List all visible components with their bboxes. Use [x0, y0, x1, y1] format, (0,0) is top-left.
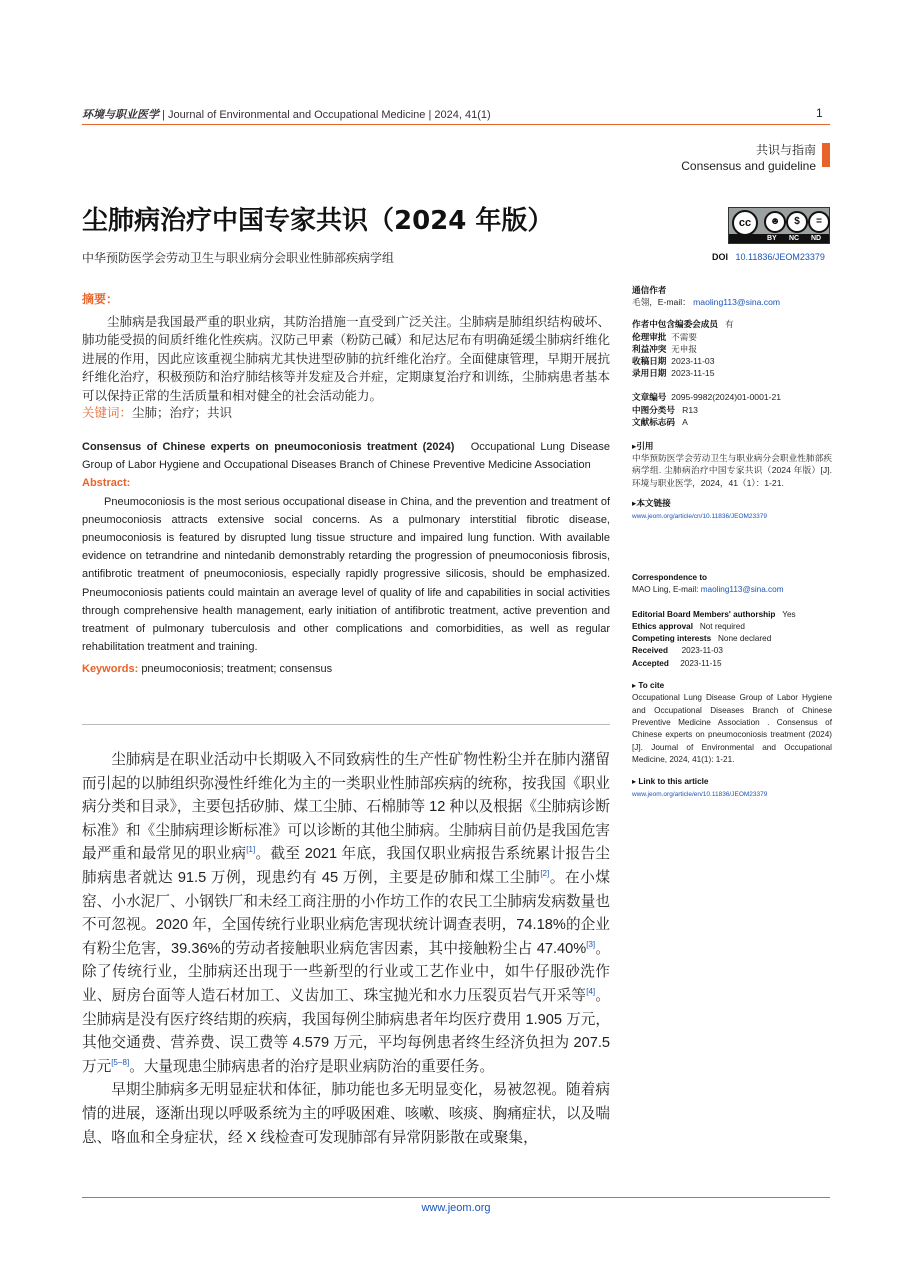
keywords-cn: [82, 403, 232, 421]
abstract-en-group: Occupational Lung Disease Group of Labor Hygiene and Occupational Diseases Branch of Chinese Preventive Medicine Association: [82, 441, 611, 472]
cite-text: 中华预防医学会劳动卫生与职业病分会职业性肺部疾病学组. 尘肺病治疗中国专家共识（2024 年版）[J]. 环境与职业医学，2024，41（1）：1-21.: [632, 453, 832, 488]
keywords-en-label: Keywords:: [82, 663, 139, 676]
nd-label: ND: [811, 235, 822, 242]
citation-ref[interactable]: [1]: [246, 845, 256, 855]
author-group: 中华预防医学会劳动卫生与职业病分会职业性肺部疾病学组: [82, 251, 395, 265]
accepted-label: 录用日期: [632, 368, 667, 379]
section-cn: 共识与指南: [755, 143, 816, 157]
journal-issue: 2024, 41(1): [434, 109, 491, 121]
journal-name-en: Journal of Environmental and Occupational Medicine: [167, 109, 426, 121]
doi: [712, 252, 825, 262]
by-icon: ☻: [764, 211, 786, 233]
page-title: 尘肺病治疗中国专家共识（2024 年版）: [82, 206, 554, 236]
keywords-en-values: pneumoconiosis; treatment; consensus: [141, 663, 333, 676]
page-number: 1: [816, 106, 823, 120]
abstract-cn-heading: 摘要：: [82, 292, 119, 306]
section-bar: [822, 143, 830, 167]
corr-email-link[interactable]: maoling113@sina.com: [693, 297, 781, 308]
doi-link[interactable]: 10.11836/JEOM23379: [735, 252, 825, 262]
body-paragraph: 尘肺病是在职业活动中长期吸入不同致病性的生产性矿物性粉尘并在肺内潴留而引起的以肺组织弥漫性纤维化为主的一类职业性肺部疾病的统称，按我国《职业病分类和目录》，主要包括矽肺、煤工尘肺、石棉肺等 12 种以及根据《尘肺病诊断标准》和《尘肺病理诊断标准》可以诊断的其他尘肺病。尘肺病目前仍是我国危害最严重和最常见的职业病[1]。截至 2021 年底，我国仅职业病报告系统累计报告尘肺病患者就达 91.5 万例，现患约有 45 万例，主要是矽肺和煤工尘肺[2]。在小煤窑、小水泥厂、小钢铁厂和未经工商注册的小作坊工作的农民工尘肺病发病数量也不可忽视。2020 年，全国传统行业职业病危害现状统计调查表明，74.18%的企业有粉尘危害，39.36%的劳动者接触职业病危害因素，其中接触粉尘占 47.40%[3]。除了传统行业，尘肺病还出现于一些新型的行业或工艺作业中，如牛仔服砂洗作业、厨房台面等人造石材加工、义齿加工、珠宝抛光和水力压裂页岩气开采等[4]。尘肺病是没有医疗终结期的疾病，我国每例尘肺病患者年均医疗费用 1.905 万元，其他交通费、营养费、误工费等 4.579 万元，平均每例患者终生经济负担为 207.5 万元[5−8]。大量现患尘肺病患者的治疗是职业病防治的重要任务。: [82, 752, 610, 1075]
running-header: [82, 106, 491, 122]
cite-heading: ▸引用: [632, 441, 654, 452]
header-separator: |: [428, 109, 432, 121]
clc-label: 中图分类号: [632, 404, 675, 415]
nc-icon: $: [786, 211, 808, 233]
footer-rule: [82, 1197, 830, 1198]
footer-link[interactable]: www.jeom.org: [421, 1202, 491, 1214]
corr-name: 毛翎，E-mail：: [632, 297, 691, 308]
citation-ref[interactable]: [5−8]: [111, 1057, 130, 1067]
ethics-label: 伦理审批: [632, 331, 667, 342]
cite-en-text: Occupational Lung Disease Group of Labor Hygiene and Occupational Diseases Branch of Chinese Preventive Medicine Association . Consensus of Chinese experts on pneumoconiosis treatment (2024)[J]. Journal of Environmental and Occupational Medicine, 2024, 41(1): 1-21.: [632, 693, 832, 764]
cc-icon: cc: [732, 210, 758, 236]
abstract-en-text: Pneumoconiosis is the most serious occupational disease in China, and the prevention and treatment of pneumoconiosis attracts extensive social concerns. As a pulmonary interstitial fibrotic disease, pneumoconiosis is featured by disrupted lung tissue structure and impaired lung function. With available evidence on tetrandrine and nintedanib demonstrably retarding the progression of pneumoconiosis fibrosis, antifibrotic treatment of pneumoconiosis, especially rapidly progressive silicosis, should be emphasized. Pneumoconiosis patients could maintain an average level of quality of life and capabilities in social activities through comprehensive health management, early initiation of antifibrotic treatment, active prevention and treatment of pulmonary tuberculosis and other complications and comorbidities, as well as regular rehabilitation treatment and training.: [82, 495, 610, 654]
body-text: [82, 749, 610, 1150]
conflict-label: 利益冲突: [632, 343, 667, 354]
abstract-en-title: Consensus of Chinese experts on pneumoconiosis treatment (2024): [82, 441, 455, 453]
abstract-cn: [82, 290, 610, 406]
section-tag: [681, 142, 816, 174]
journal-name-cn: 环境与职业医学: [82, 108, 159, 121]
abstract-divider: [82, 724, 610, 725]
citation-ref[interactable]: [2]: [540, 869, 550, 879]
by-label: BY: [767, 235, 777, 242]
header-separator: |: [162, 109, 165, 121]
received-label: 收稿日期: [632, 356, 667, 367]
abstract-cn-text: 尘肺病是我国最严重的职业病，其防治措施一直受到广泛关注。尘肺病是肺组织结构破坏、肺功能受损的间质纤维化性疾病。汉防己甲素（粉防己碱）和尼达尼布有明确延缓尘肺病纤维化进展的作用，因此应该重视尘肺病尤其快进型矽肺的抗纤维化治疗。全面健康管理，早期开展抗纤维化治疗，积极预防和治疗肺结核等并发症及合并症，定期康复治疗和训练，尘肺病患者基本可以保持正常的生活质量和相对健全的社会活动能力。: [82, 314, 610, 403]
doc-code-label: 文献标志码: [632, 416, 675, 427]
doi-label: DOI: [712, 252, 729, 262]
body-paragraph: 早期尘肺病多无明显症状和体征，肺功能也多无明显变化，易被忽视。随着病情的进展，逐渐出现以呼吸系统为主的呼吸困难、咳嗽、咳痰、胸痛症状，以及喘息、咯血和全身症状，经 X 线检查可发现肺部有异常阴影散在或聚集，: [82, 1082, 610, 1146]
article-link-cn[interactable]: www.jeom.org/article/cn/10.11836/JEOM23379: [632, 513, 768, 521]
sidebar-cn: 通信作者 毛翎，E-mail： maoling113@sina.com 作者中包含编委会成员 有 伦理审批 不需要 利益冲突 无申报 收稿日期 2023-11-03 录用日期 2023-11-15 文章编号 2095-9982(2024)01-0001-21 中图分类号 R13 文献标志码 A ▸引用 中华预防医学会劳动卫生与职业病分会职业性肺部疾病学组. 尘肺病治疗中国专家共识（2024 年版）[J]. 环境与职业医学，2024，41（1）：1-21. ▸本文链接 www.jeom.org/article/cn/10.11836/JEOM23379: [632, 285, 832, 521]
abstract-en-heading: Abstract:: [82, 477, 131, 490]
article-link-en[interactable]: www.jeom.org/article/en/10.11836/JEOM23379: [632, 791, 768, 799]
corr-en-heading: Correspondence to: [632, 573, 708, 582]
nd-icon: =: [808, 211, 830, 233]
cc-license-badge[interactable]: [728, 207, 830, 244]
citation-ref[interactable]: [3]: [586, 939, 596, 949]
section-en: Consensus and guideline: [681, 159, 816, 173]
header-rule: [82, 124, 830, 125]
cite-en-heading: ▸ To cite: [632, 681, 665, 691]
link-en-heading: ▸ Link to this article: [632, 777, 709, 787]
nc-label: NC: [789, 235, 800, 242]
abstract-en: [82, 438, 610, 679]
link-heading: ▸本文链接: [632, 497, 671, 508]
corr-heading: 通信作者: [632, 285, 667, 295]
article-no-label: 文章编号: [632, 392, 667, 403]
keywords-cn-values: 尘肺；治疗；共识: [132, 406, 233, 420]
citation-ref[interactable]: [4]: [586, 987, 596, 997]
keywords-cn-label: 关键词：: [82, 406, 133, 420]
board-label: 作者中包含编委会成员: [632, 319, 718, 330]
sidebar-en: Correspondence to MAO Ling, E-mail: maoling113@sina.com Editorial Board Members' authorship Yes Ethics approval Not required Competing interests None declared Received 2023-11-03 Accepted 2023-11-15 ▸ To cite Occupational Lung Disease Group of Labor Hygiene and Occupational Diseases Branch of Chinese Preventive Medicine Association . Consensus of Chinese experts on pneumoconiosis treatment (2024)[J]. Journal of Environmental and Occupational Medicine, 2024, 41(1): 1-21. ▸ Link to this article www.jeom.org/article/en/10.11836/JEOM23379: [632, 573, 832, 799]
corr-en-email-link[interactable]: maoling113@sina.com: [700, 585, 784, 595]
